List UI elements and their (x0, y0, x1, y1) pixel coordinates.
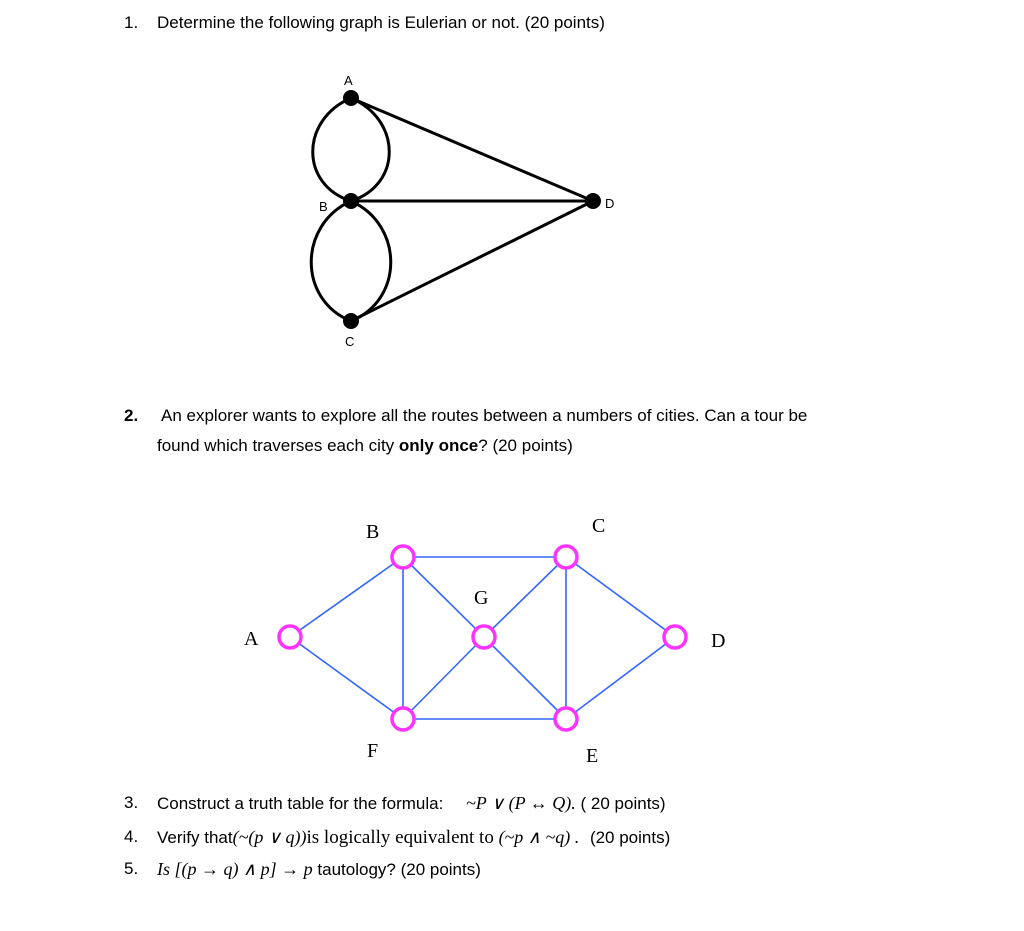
graph2-edge-g-f (403, 637, 484, 719)
question-3-number: 3. (124, 793, 139, 812)
graph2-node-a (279, 626, 301, 648)
question-2-line-2 (157, 435, 573, 457)
graph2-node-g (473, 626, 495, 648)
graph1-label-c: C (345, 334, 355, 349)
question-4-formula-b: (~p ∧ ~q) . (498, 827, 580, 847)
question-1-number: 1. (124, 13, 139, 32)
graph1-label-d: D (605, 196, 615, 211)
question-4 (157, 826, 670, 849)
question-3-text: Construct a truth table for the formula: (157, 794, 444, 813)
graph1-node-c (343, 313, 359, 329)
graph2-label-g: G (474, 587, 489, 609)
question-3-points: ( 20 points) (580, 794, 666, 813)
graph2-label-d: D (711, 630, 726, 652)
graph2-edge-g-e (484, 637, 566, 719)
question-3 (157, 792, 666, 815)
graph1-label-b: B (319, 199, 328, 214)
graph2-edge-b-g (403, 557, 484, 637)
question-5 (157, 858, 481, 881)
question-4-middle: is logically equivalent to (306, 827, 494, 848)
question-4-text: Verify that (157, 828, 233, 847)
question-2-text-a: found which traverses each city (157, 436, 399, 455)
question-3-formula: ~P ∨ (P ↔ Q). (466, 793, 576, 813)
question-5-formula: Is [(p → q) ∧ p] → p (157, 859, 313, 879)
question-2-bold: only once (398, 436, 479, 455)
question-2-line-1: An explorer wants to explore all the routes between a numbers of cities. Can a tour be (161, 406, 808, 425)
graph2-label-e: E (586, 745, 599, 767)
question-4-number: 4. (124, 827, 139, 846)
graph1-node-b (343, 193, 359, 209)
question-1-text: Determine the following graph is Eulerian or not. (20 points) (157, 13, 605, 32)
graph2-edge-c-d (566, 557, 675, 637)
graph1-edge-a-b-left (313, 98, 351, 201)
graph2-node-b (392, 546, 414, 568)
graph2-label-f: F (367, 740, 379, 762)
graph1-label-a: A (344, 73, 353, 88)
graph2-label-c: C (592, 515, 606, 537)
graph2-node-d (664, 626, 686, 648)
graph2-edge-g-c (484, 557, 566, 637)
graph1-edge-c-d (351, 201, 593, 321)
question-2-text-b: ? (20 points) (478, 436, 573, 455)
question-2-number: 2. (124, 406, 139, 425)
graph1-node-d (585, 193, 601, 209)
graph2-node-e (555, 708, 577, 730)
graph2-label-a: A (244, 628, 259, 650)
graph2-edge-a-b (290, 557, 403, 637)
question-5-text: tautology? (20 points) (317, 860, 481, 879)
graph1-edge-a-d (351, 98, 593, 201)
question-4-points: (20 points) (589, 828, 671, 847)
question-5-number: 5. (124, 859, 139, 878)
graph2-label-b: B (366, 521, 380, 543)
question-4-formula-a: (~(p ∨ q)) (232, 827, 307, 847)
graph2-node-f (392, 708, 414, 730)
graph1-edge-b-c-left (311, 201, 351, 321)
graph2-edge-d-e (566, 637, 675, 719)
graph1-node-a (343, 90, 359, 106)
graph2-edge-a-f (290, 637, 403, 719)
graph2-node-c (555, 546, 577, 568)
